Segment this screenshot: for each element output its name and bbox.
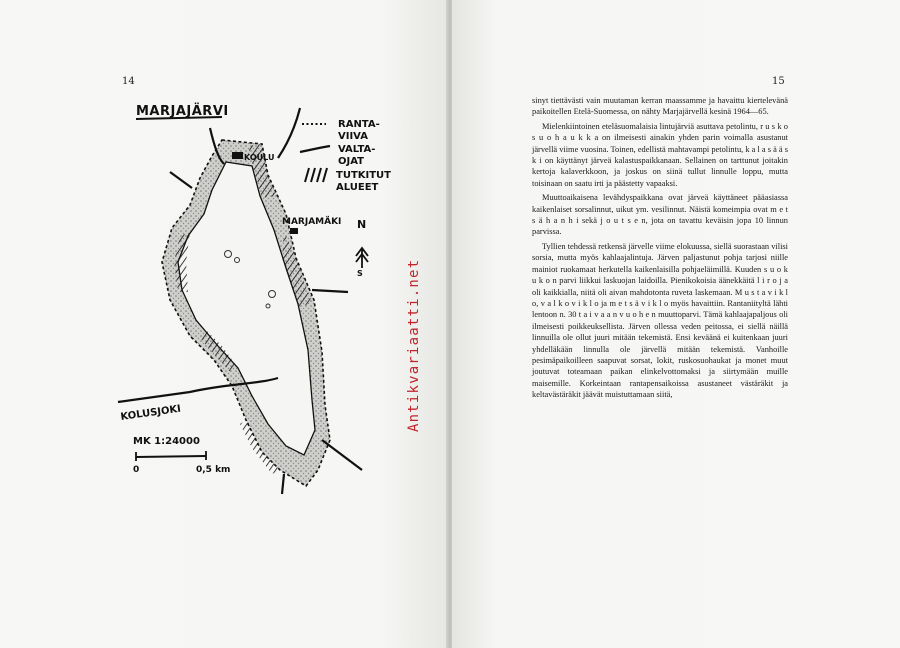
school-label: KOULU (244, 153, 275, 162)
legend-hatched-symbol (305, 168, 327, 182)
paragraph: Muuttoaikaisena levähdyspaikkana ovat järveä käyttäneet pääasiassa kaikenlaiset sorsalinnut, uikut ym. vesilinnut. Näistä komeimpia ovat m e t s ä h a n h i sekä j o u t s e n, jota on tavattu keväisin jopa 10 linnun parvissa. (532, 193, 788, 237)
legend-shoreline-label-1: RANTA- (338, 119, 380, 130)
paragraph: Mielenkiintoinen eteläsuomalaisia lintujärviä asuttava petolintu, r u s k o s u o h a u k k a on ilmeisesti ainakin yhden parin voimalla asustanut järvellä viime vuosina. Toinen, edellistä mahtavampi petolintu, k a l a s ä ä s k i on käyttänyt järveä kalastuspaikkanaan. Sellainen on tarttunut joitakin kertoja kalaverkkoon, ja joskus on siinä tullut linnulle loppu, mutta toisinaan on saatu irti ja päästetty vapaaksi. (532, 121, 788, 188)
north-arrow-icon (356, 248, 368, 268)
school-building-icon (232, 152, 243, 159)
legend-hatched-label-1: TUTKITUT (336, 170, 391, 181)
river-label: KOLUSJOKI (119, 403, 182, 423)
farm-building-icon (290, 228, 298, 234)
paragraph: Tyllien tehdessä retkensä järvelle viime elokuussa, siellä suorastaan vilisi sorsia, mutta myös kahlaajalintuja. Järven paljastunut pohja tarjosi niille mainiot ruokamaat herkutella kaikenlaisilla pohjaeläimillä. Kuuden s u o k u k o n parvi liikkui laskuojan laidoilla. Pienikokoisia äänekkäitä l i r o j a oli kaikkialla, niitä oli aivan mahdotonta ruveta laskemaan. M u s t a v i k l o, v a l k o v i k l o ja m e t s ä v i k l o myös havaittiin. Rantaniityltä lähti lentoon n. 30 t a i v a a n v u o h e n muuttoparvi. Tämä kahlaajapaljous oli ilmeisesti poikkeuksellista. Järven ollessa veden peitossa, ei siellä näillä linnuilla ole ollut juuri mitään tekemistä. Ensi keväänä ei kuitenkaan juuri yhdelläkään linnulla ole järvellä mitään tekemistä. Vanhoille pesimäpaikoilleen saapuvat sorsat, lokit, ruskosuohaukat ja monet muut joutuvat toteamaan paikan elinkelvottomaksi ja siirtymään muille maisemille. Korkeintaan rantapensaikoissa asustaneet västäräkit ja keltavästäräkit jäävät muistuttamaan siitä, (532, 241, 788, 400)
legend-ditch-label-2: OJAT (338, 156, 365, 167)
marjajarvi-map (0, 0, 448, 648)
scale-bar (136, 456, 206, 457)
legend-ditch-symbol (300, 146, 330, 152)
farm-label: MARJAMÄKI (282, 217, 342, 227)
legend-hatched-label-2: ALUEET (336, 182, 379, 193)
body-text (532, 95, 788, 401)
left-page (0, 0, 448, 648)
north-label: N (357, 218, 367, 231)
legend-ditch-label-1: VALTA- (338, 144, 376, 155)
scale-ratio: MK 1:24000 (133, 436, 200, 447)
legend-shoreline-label-2: VIIVA (338, 131, 368, 142)
page-number-left: 14 (122, 76, 135, 87)
page-number-right: 15 (772, 76, 785, 87)
scale-start: 0 (133, 465, 140, 475)
south-mark: S (357, 269, 363, 278)
paragraph: sinyt tiettävästi vain muutaman kerran maassamme ja havaittu kiertelevänä paikoitellen Etelä-Suomessa, on nähty Marjajärvellä kesinä 1964—65. (532, 96, 788, 117)
right-page (452, 0, 900, 648)
map-title: MARJAJÄRVI (136, 104, 229, 119)
scale-end: 0,5 km (196, 465, 231, 475)
watermark-stamp: Antikvariaatti.net (406, 258, 422, 432)
